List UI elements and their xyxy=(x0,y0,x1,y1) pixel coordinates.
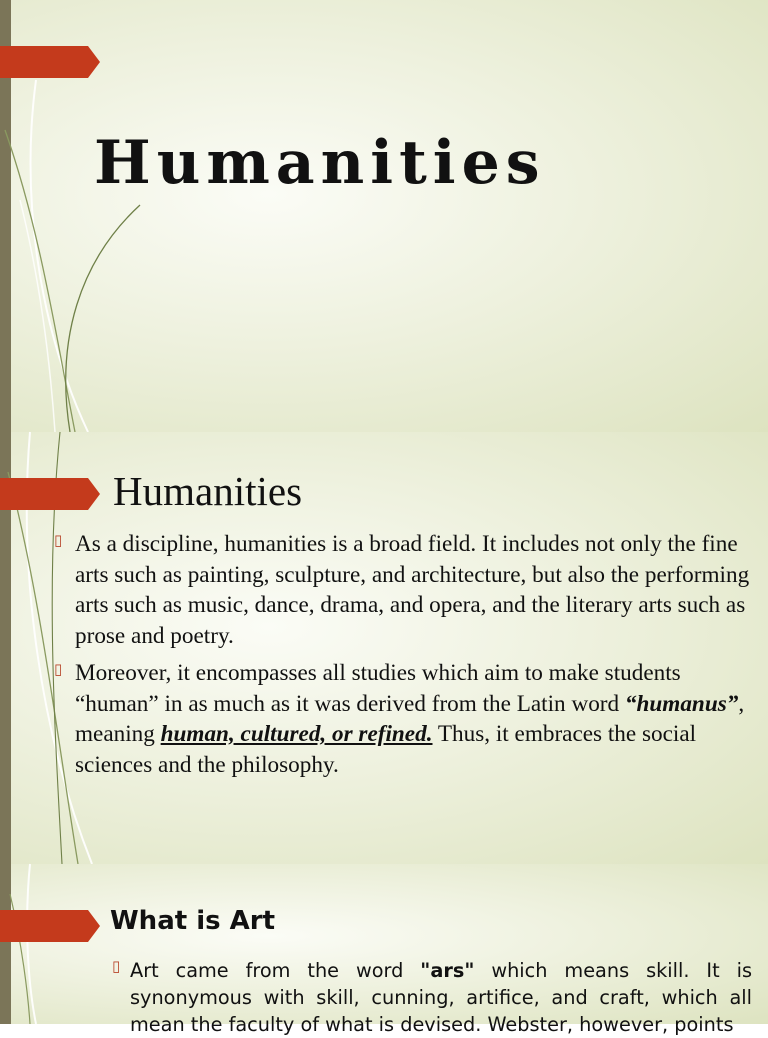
text-segment: Thus, it embraces the social sciences and the philosophy. xyxy=(75,721,697,778)
bullet-icon: ▯ xyxy=(112,957,121,975)
text-segment: Moreover, it encompasses all studies which aim to make students “human” in as much as it was derived from the Latin word xyxy=(75,660,681,717)
text-segment: Art came from the word xyxy=(130,959,421,982)
slide-heading: Humanities xyxy=(113,468,303,514)
bullet-icon: ▯ xyxy=(54,660,63,678)
bullet-text: As a discipline, humanities is a broad field. It includes not only the fine arts such as painting, sculpture, and architecture, but also the performing arts such as music, dance, drama, and opera, and the literary arts such as prose and poetry. xyxy=(75,531,750,649)
bullet-text xyxy=(112,957,752,1038)
list-item xyxy=(112,957,752,1038)
bullet-icon: ▯ xyxy=(54,531,63,549)
accent-banner xyxy=(0,478,100,510)
text-segment: , meaning xyxy=(75,690,745,747)
list-item xyxy=(54,529,764,651)
title-slide xyxy=(0,0,768,432)
meaning-term: human, cultured, or refined. xyxy=(160,721,433,747)
content-slide-humanities xyxy=(0,432,768,864)
bullet-text xyxy=(75,658,764,780)
bullet-list xyxy=(54,529,764,787)
latin-term: “humanus” xyxy=(624,690,739,717)
art-term: "ars" xyxy=(420,959,475,982)
text-segment: which means skill. It is synonymous with skill, cunning, artifice, and craft, which all mean the faculty of what is devised. Webster, however, points xyxy=(130,959,752,1036)
accent-banner xyxy=(0,910,100,942)
content-slide-art xyxy=(0,864,768,1036)
slide-heading: What is Art xyxy=(110,906,276,936)
slide-title: Humanities xyxy=(94,128,546,198)
list-item xyxy=(54,658,764,780)
accent-banner xyxy=(0,46,100,78)
